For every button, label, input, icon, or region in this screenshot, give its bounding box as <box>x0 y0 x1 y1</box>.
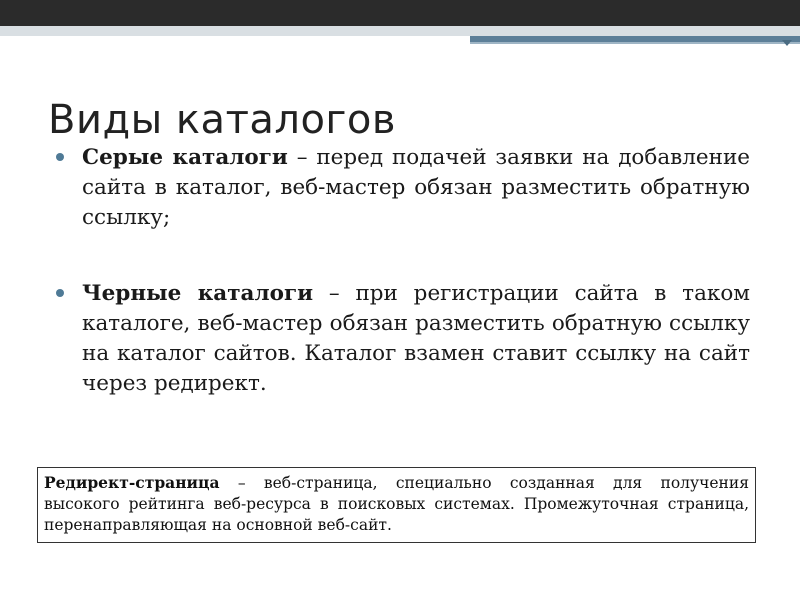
bullet-term: Черные каталоги <box>82 281 314 306</box>
bullet-text: – перед подачей заявки на добавление сайта в каталог, веб-мастер обязан разместить обратную ссылку; <box>82 145 751 230</box>
slide-title: Виды каталогов <box>48 96 396 143</box>
bullet-text: – при регистрации сайта в таком каталоге, веб-мастер обязан разместить обратную ссылку на каталог сайтов. Каталог взамен ставит ссылку на сайт через редирект. <box>82 281 750 396</box>
bullet-list <box>56 143 750 399</box>
corner-triangle-icon <box>782 40 792 46</box>
bullet-term: Серые каталоги <box>82 145 288 170</box>
bullet-black-catalogs <box>56 279 750 399</box>
bullet-dot-icon <box>56 153 64 161</box>
bullet-dot-icon <box>56 289 64 297</box>
definition-box <box>37 467 756 543</box>
bullet-gray-catalogs <box>56 143 750 233</box>
definition-term: Редирект-страница <box>44 473 220 492</box>
definition-text: – веб-страница, специально созданная для получения высокого рейтинга веб-ресурса в поисковых системах. Промежуточная страница, перенаправляющая на основной веб-сайт. <box>44 474 749 534</box>
accent-stripe-thin <box>470 42 800 44</box>
header-stripe <box>0 26 800 36</box>
top-dark-bar <box>0 0 800 26</box>
